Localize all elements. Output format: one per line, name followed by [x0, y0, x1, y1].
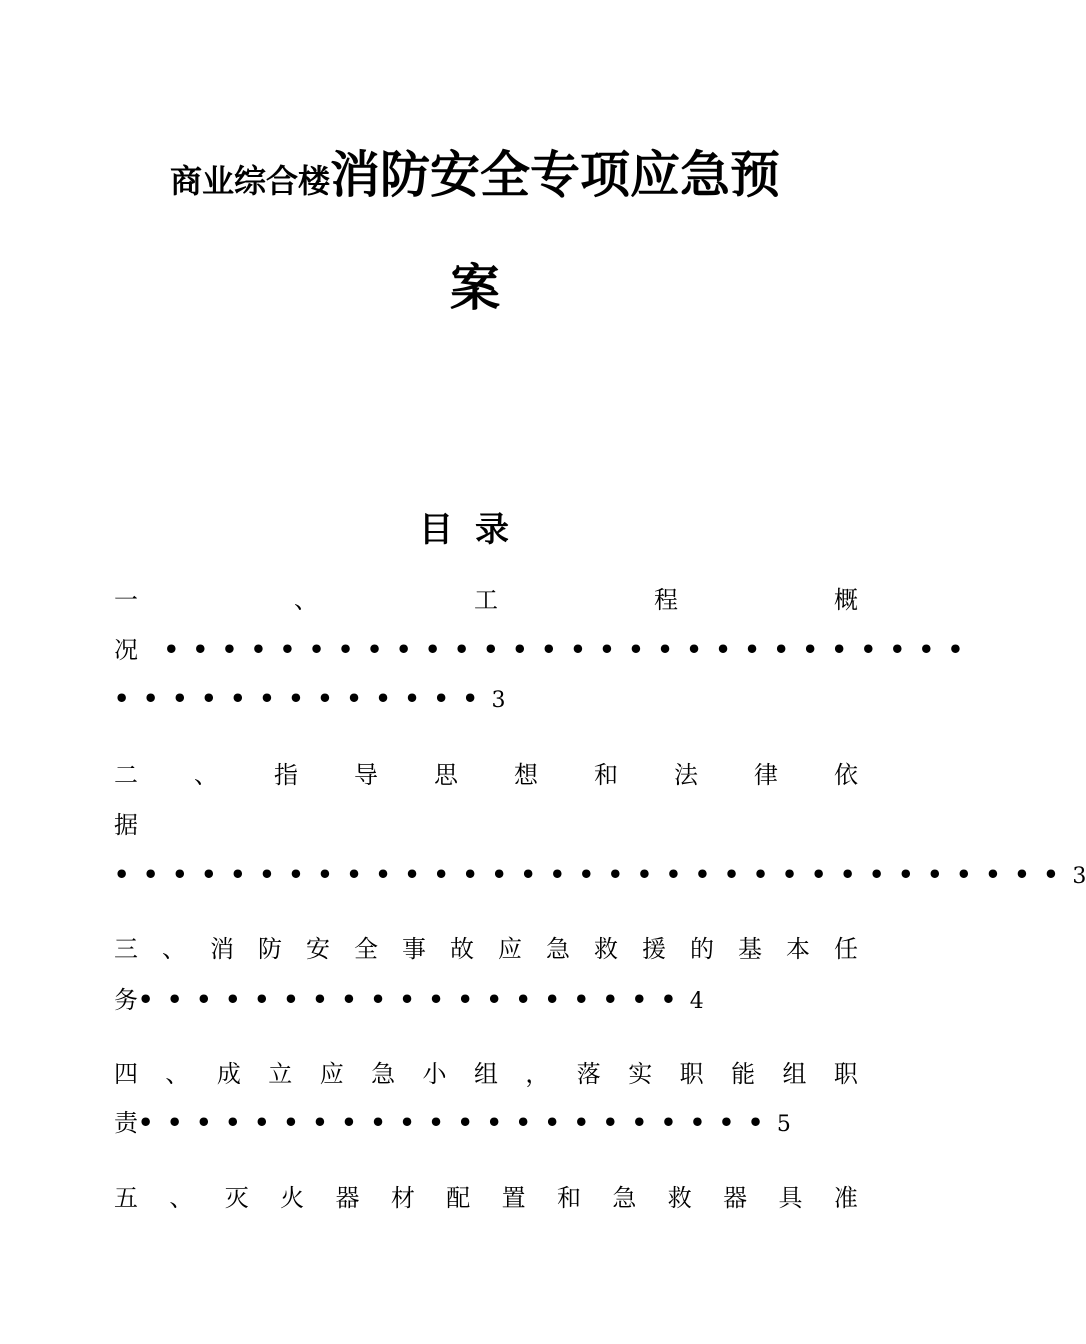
toc-item-3-line1: 三 、 消 防 安 全 事 故 应 急 救 援 的 基 本 任 [114, 935, 858, 963]
leader-dots: ••••••••••••• [114, 684, 492, 713]
toc-item-3-line2: 务•••••••••••••••••••4 [114, 985, 704, 1014]
leader-dots: ••••••••••••••••••• [138, 985, 690, 1014]
toc-item-2-line2: 据 [114, 811, 138, 839]
toc-item-5-line1: 五 、 灭 火 器 材 配 置 和 急 救 器 具 准 [114, 1184, 858, 1212]
title-main: 消防安全专项应急预 [330, 145, 780, 204]
document-title [0, 140, 950, 222]
toc-item-4-line1: 四 、 成 立 应 急 小 组 ， 落 实 职 能 组 职 [114, 1060, 858, 1088]
leader-dots: ••••••••••••••••••••••••••••••••• [114, 860, 1073, 889]
toc-item-1-line2: 况 •••••••••••••••••••••••••••• [114, 635, 977, 664]
page-number: 3 [1072, 864, 1086, 889]
leader-dots: •••••••••••••••••••••••••••• [163, 635, 977, 664]
page-number: 3 [491, 688, 506, 713]
toc-heading: 目录 [419, 510, 531, 550]
leader-dots: •••••••••••••••••••••• [138, 1108, 777, 1137]
page-number: 4 [689, 989, 704, 1014]
toc-item-2-line3 [114, 855, 1086, 895]
title-prefix: 商业综合楼 [169, 162, 330, 200]
toc-item-1-line3 [114, 679, 858, 719]
document-title-continued: 案 [450, 258, 500, 317]
toc-item-4-line2: 责••••••••••••••••••••••5 [114, 1108, 791, 1137]
toc-item-2-line1: 二 、 指 导 思 想 和 法 律 依 [114, 761, 858, 789]
page-number: 5 [776, 1112, 791, 1137]
toc-item-1-line1: 一 、 工 程 概 [114, 586, 858, 614]
